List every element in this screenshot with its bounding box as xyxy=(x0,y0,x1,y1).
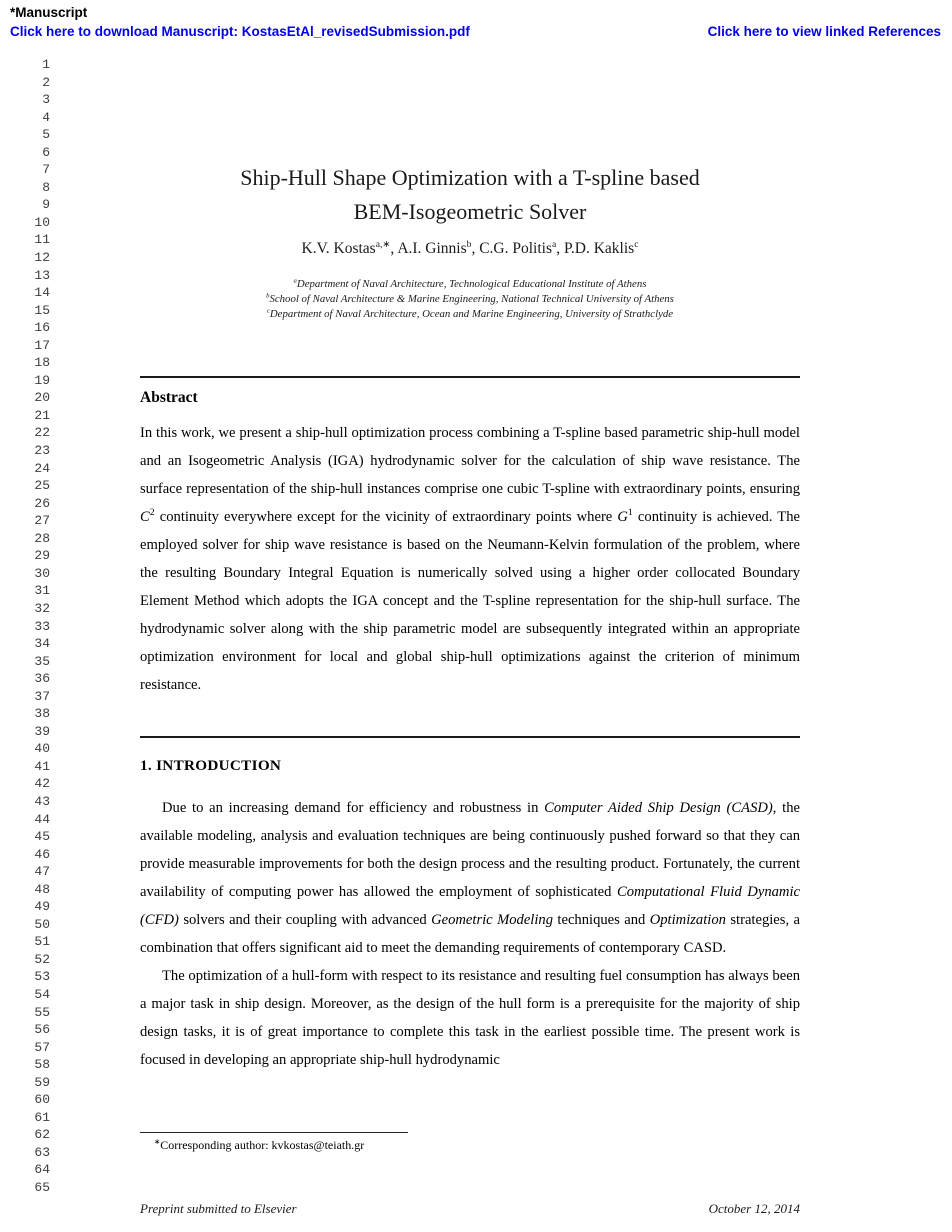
math-symbol: C xyxy=(140,509,150,525)
line-number: 9 xyxy=(42,197,50,213)
line-number: 42 xyxy=(34,776,50,792)
line-number: 57 xyxy=(34,1039,50,1055)
line-number: 63 xyxy=(34,1144,50,1160)
line-number: 62 xyxy=(34,1127,50,1143)
line-number: 34 xyxy=(34,636,50,652)
page-footer xyxy=(140,1201,800,1217)
line-number-column xyxy=(28,56,50,1197)
section-heading-introduction: 1. INTRODUCTION xyxy=(140,757,282,774)
affiliation: $^c$Department of Naval Architecture, Ocean and Marine Engineering, University of Strathclyde xyxy=(266,307,674,321)
line-number: 23 xyxy=(34,443,50,459)
abstract-bottom-rule xyxy=(140,736,800,738)
introduction-paragraph-1: Due to an increasing demand for efficiency and robustness in Computer Aided Ship Design (CASD), the available modeling, analysis and evaluation techniques are being continuously pushed forward so that they can provide measurable improvements for both the design process and the resulting product. Fortunately, the current availability of computing power has allowed the employment of sophisticated Computational Fluid Dynamic (CFD) solvers and their coupling with advanced Geometric Modeling techniques and Optimization strategies, a combination that offers significant aid to meet the demanding requirements of contemporary CASD. xyxy=(140,800,800,956)
line-number: 15 xyxy=(34,302,50,318)
date: October 12, 2014 xyxy=(708,1201,800,1216)
introduction-text xyxy=(140,794,800,1074)
line-number: 10 xyxy=(34,214,50,230)
line-number: 49 xyxy=(34,899,50,915)
abstract-top-rule xyxy=(140,376,800,378)
line-number: 20 xyxy=(34,390,50,406)
line-number: 56 xyxy=(34,1022,50,1038)
line-number: 39 xyxy=(34,723,50,739)
abstract-heading: Abstract xyxy=(140,389,198,406)
line-number: 7 xyxy=(42,162,50,178)
line-number: 38 xyxy=(34,706,50,722)
line-number: 31 xyxy=(34,583,50,599)
corresponding-author-footnote: ∗Corresponding author: kvkostas@teiath.gr xyxy=(154,1137,365,1152)
view-linked-references-link[interactable]: Click here to view linked References xyxy=(707,24,941,39)
line-number: 37 xyxy=(34,688,50,704)
line-number: 22 xyxy=(34,425,50,441)
line-number: 11 xyxy=(34,232,50,248)
line-number: 4 xyxy=(42,109,50,125)
abstract-text: In this work, we present a ship-hull optimization process combining a T-spline based parametric ship-hull model and an Isogeometric Analysis (IGA) hydrodynamic solver for the calculation of ship wave resistance. The surface representation of the ship-hull instances comprise one cubic T-spline with extraordinary points, ensuring $C^2$ continuity everywhere except for the vicinity of extraordinary points where $G^1$ continuity is achieved. The employed solver for ship wave resistance is based on the Neumann-Kelvin formulation of the problem, where the resulting Boundary Integral Equation is numerically solved using a higher order collocated Boundary Element Method which adopts the IGA concept and the T-spline representation for the ship-hull surface. The hydrodynamic solver along with the ship parametric model are subsequently integrated within an appropriate optimization environment for local and global ship-hull optimizations against the criterion of minimum resistance. xyxy=(140,425,800,693)
line-number: 54 xyxy=(34,986,50,1002)
line-number: 59 xyxy=(34,1074,50,1090)
line-number: 29 xyxy=(34,548,50,564)
line-number: 43 xyxy=(34,793,50,809)
line-number: 44 xyxy=(34,811,50,827)
paper-title xyxy=(140,161,800,229)
line-number: 19 xyxy=(34,372,50,388)
line-number: 33 xyxy=(34,618,50,634)
line-number: 53 xyxy=(34,969,50,985)
author: P.D. Kaklis$^c$ xyxy=(564,238,639,257)
manuscript-type-label: *Manuscript xyxy=(10,5,88,20)
line-number: 46 xyxy=(34,846,50,862)
line-number: 6 xyxy=(42,144,50,160)
affiliation-list xyxy=(140,277,800,323)
line-number: 28 xyxy=(34,530,50,546)
line-number: 16 xyxy=(34,320,50,336)
line-number: 61 xyxy=(34,1109,50,1125)
paper-title-line2: BEM-Isogeometric Solver xyxy=(353,199,587,224)
line-number: 12 xyxy=(34,250,50,266)
line-number: 21 xyxy=(34,407,50,423)
line-number: 41 xyxy=(34,758,50,774)
author-list xyxy=(140,240,800,258)
line-number: 13 xyxy=(34,267,50,283)
line-number: 27 xyxy=(34,513,50,529)
line-number: 3 xyxy=(42,92,50,108)
manuscript-page xyxy=(140,0,800,1232)
line-number: 8 xyxy=(42,179,50,195)
line-number: 30 xyxy=(34,565,50,581)
line-number: 60 xyxy=(34,1092,50,1108)
line-number: 64 xyxy=(34,1162,50,1178)
introduction-paragraph-2: The optimization of a hull-form with respect to its resistance and resulting fuel consumption has always been a major task in ship design. Moreover, as the design of the hull form is a prerequisite for the majority of ship design tasks, it is of great importance to complete this task in the earliest possible time. The present work is focused in developing an appropriate ship-hull hydrodynamic xyxy=(140,968,800,1068)
line-number: 1 xyxy=(42,57,50,72)
math-symbol: G xyxy=(617,509,628,525)
line-number: 32 xyxy=(34,600,50,616)
download-manuscript-link[interactable]: Click here to download Manuscript: KostasEtAl_revisedSubmission.pdf xyxy=(10,24,470,39)
preprint-note: Preprint submitted to Elsevier xyxy=(140,1201,297,1216)
line-number: 24 xyxy=(34,460,50,476)
line-number: 25 xyxy=(34,478,50,494)
line-number: 48 xyxy=(34,881,50,897)
line-number: 36 xyxy=(34,671,50,687)
line-number: 51 xyxy=(34,934,50,950)
footnote-rule xyxy=(140,1132,408,1133)
line-number: 52 xyxy=(34,951,50,967)
line-number: 14 xyxy=(34,285,50,301)
line-number: 45 xyxy=(34,829,50,845)
line-number: 50 xyxy=(34,916,50,932)
line-number: 47 xyxy=(34,864,50,880)
line-number: 26 xyxy=(34,495,50,511)
affiliation: $^a$Department of Naval Architecture, Technological Educational Institute of Athens xyxy=(293,277,647,290)
line-number: 35 xyxy=(34,653,50,669)
line-number: 18 xyxy=(34,355,50,371)
line-number: 65 xyxy=(34,1180,50,1195)
author: A.I. Ginnis$^b$, xyxy=(397,238,480,257)
line-number: 5 xyxy=(42,127,50,143)
author: C.G. Politis$^a$, xyxy=(479,238,565,257)
line-number: 17 xyxy=(34,337,50,353)
line-number: 2 xyxy=(42,74,50,90)
affiliation: $^b$School of Naval Architecture & Marine Engineering, National Technical University of Athens xyxy=(266,292,674,306)
line-number: 58 xyxy=(34,1057,50,1073)
line-number: 40 xyxy=(34,741,50,757)
line-number: 55 xyxy=(34,1004,50,1020)
paper-title-line1: Ship-Hull Shape Optimization with a T-spline based xyxy=(240,165,700,190)
author: K.V. Kostas$^{a,∗}$, xyxy=(301,238,398,257)
